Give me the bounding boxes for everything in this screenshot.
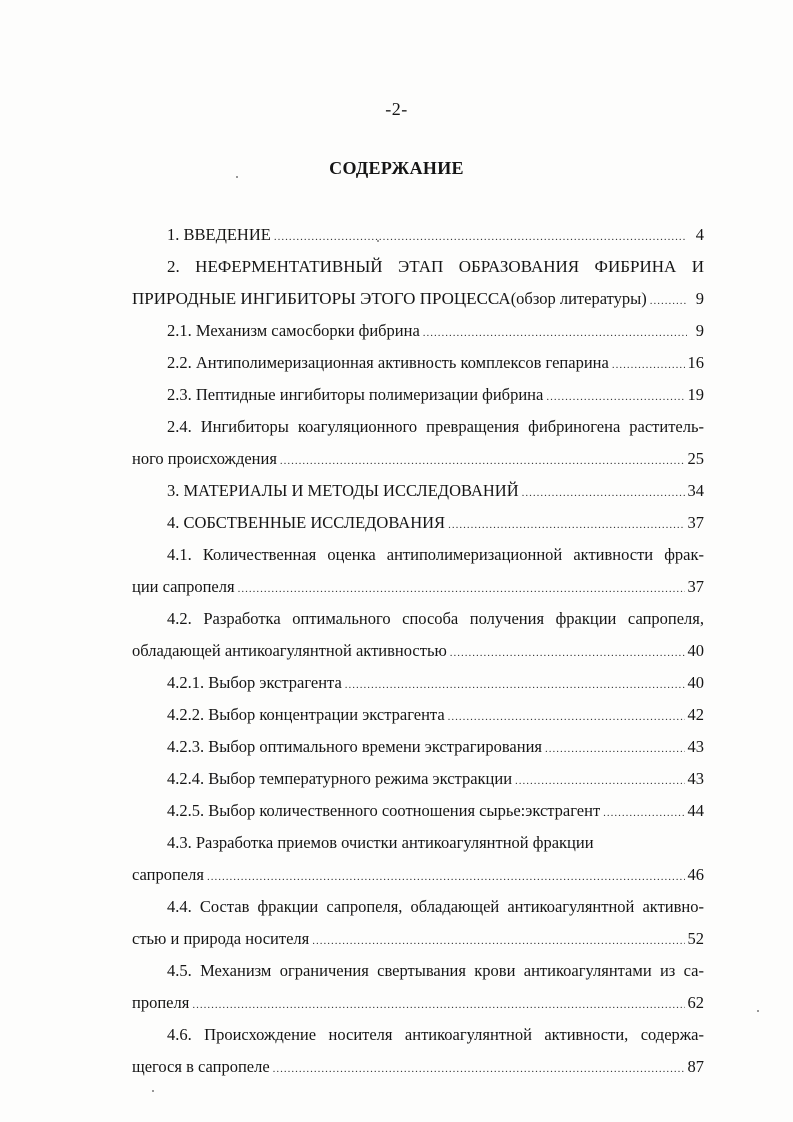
toc-entry-label: 2.3. Пептидные ингибиторы полимеризации фибрина xyxy=(167,385,544,404)
toc-entry-label-line1: 4.5. Механизм ограничения свертывания крови антикоагулянтами из са- xyxy=(167,961,704,980)
toc-entry-label-line2: ции сапропеля xyxy=(132,577,235,596)
toc-entry-page: 25 xyxy=(687,449,704,468)
toc-entry-label-line2: ПРИРОДНЫЕ ИНГИБИТОРЫ ЭТОГО ПРОЦЕССА xyxy=(132,289,511,308)
toc-entry-literature-review-cont[interactable] xyxy=(132,286,704,318)
toc-entry-4-2-5[interactable] xyxy=(132,798,704,830)
toc-entry-page: 52 xyxy=(687,929,704,948)
dot-leader xyxy=(423,320,687,346)
toc-entry-label: 4.2.5. Выбор количественного соотношения сырье:экстрагент xyxy=(167,801,601,820)
table-of-contents xyxy=(132,222,704,1086)
toc-entry-page: 4 xyxy=(695,225,704,244)
toc-entry-label: 4.2.2. Выбор концентрации экстрагента xyxy=(167,705,445,724)
dot-leader xyxy=(345,672,685,698)
toc-entry-4-3[interactable] xyxy=(132,830,704,862)
toc-entry-4-2-4[interactable] xyxy=(132,766,704,798)
toc-entry-page: 40 xyxy=(687,673,704,692)
toc-entry-4-1-cont[interactable] xyxy=(132,574,704,606)
dot-leader xyxy=(448,512,684,538)
toc-entry-label: 4. СОБСТВЕННЫЕ ИССЛЕДОВАНИЯ xyxy=(167,513,446,532)
dot-leader xyxy=(274,224,687,250)
dot-leader xyxy=(545,736,684,762)
dot-leader xyxy=(603,800,684,826)
toc-entry-4-6-cont[interactable] xyxy=(132,1054,704,1086)
toc-entry-page: 46 xyxy=(687,865,704,884)
toc-entry-own-research[interactable] xyxy=(132,510,704,542)
toc-entry-page: 43 xyxy=(687,769,704,788)
toc-entry-introduction[interactable] xyxy=(132,222,704,254)
toc-entry-label: 4.2.4. Выбор температурного режима экстракции xyxy=(167,769,513,788)
toc-entry-label-line2: сапропеля xyxy=(132,865,204,884)
dot-leader xyxy=(273,1056,685,1082)
toc-entry-label: 2.1. Механизм самосборки фибрина xyxy=(167,321,420,340)
toc-entry-page: 37 xyxy=(687,577,704,596)
dot-leader xyxy=(612,352,685,378)
toc-entry-page: 37 xyxy=(687,513,704,532)
scan-speck xyxy=(152,1090,154,1092)
page-number: -2- xyxy=(385,99,408,119)
toc-entry-label-line1: 4.2. Разработка оптимального способа получения фракции сапропеля, xyxy=(167,609,704,628)
dot-leader xyxy=(515,768,684,794)
dot-leader xyxy=(450,640,685,666)
toc-entry-4-2[interactable] xyxy=(132,606,704,638)
toc-entry-4-2-1[interactable] xyxy=(132,670,704,702)
toc-entry-2-4-cont[interactable] xyxy=(132,446,704,478)
toc-entry-4-4-cont[interactable] xyxy=(132,926,704,958)
toc-entry-label: 4.2.1. Выбор экстрагента xyxy=(167,673,342,692)
toc-entry-page: 34 xyxy=(687,481,704,500)
toc-entry-label-line2: пропеля xyxy=(132,993,190,1012)
toc-entry-materials-methods[interactable] xyxy=(132,478,704,510)
toc-entry-label: 2.2. Антиполимеризационная активность комплексов гепарина xyxy=(167,353,609,372)
toc-entry-4-2-3[interactable] xyxy=(132,734,704,766)
dot-leader xyxy=(650,288,687,314)
toc-entry-4-1[interactable] xyxy=(132,542,704,574)
dot-leader xyxy=(207,864,685,890)
toc-entry-2-3[interactable] xyxy=(132,382,704,414)
toc-entry-page: 16 xyxy=(687,353,704,372)
toc-entry-page: 9 xyxy=(695,321,704,340)
toc-entry-page: 43 xyxy=(687,737,704,756)
toc-entry-page: 42 xyxy=(687,705,704,724)
toc-entry-4-5-cont[interactable] xyxy=(132,990,704,1022)
toc-entry-2-2[interactable] xyxy=(132,350,704,382)
toc-entry-label: 1. ВВЕДЕНИЕ xyxy=(167,225,271,244)
toc-entry-label-line2: обладающей антикоагулянтной активностью xyxy=(132,641,447,660)
dot-leader xyxy=(546,384,684,410)
toc-entry-4-6[interactable] xyxy=(132,1022,704,1054)
dot-leader xyxy=(312,928,684,954)
toc-entry-page: 40 xyxy=(687,641,704,660)
scan-speck xyxy=(377,240,379,242)
toc-entry-label-line1: 4.4. Состав фракции сапропеля, обладающей антикоагулянтной активно- xyxy=(167,897,704,916)
toc-entry-page: 87 xyxy=(687,1057,704,1076)
dot-leader xyxy=(238,576,685,602)
toc-entry-label-line1: 2. НЕФЕРМЕНТАТИВНЫЙ ЭТАП ОБРАЗОВАНИЯ ФИБРИНА И xyxy=(167,257,704,276)
toc-entry-label-line1: 4.6. Происхождение носителя антикоагулянтной активности, содержа- xyxy=(167,1025,704,1044)
toc-entry-4-4[interactable] xyxy=(132,894,704,926)
toc-entry-label-line2: щегося в сапропеле xyxy=(132,1057,270,1076)
toc-entry-label: 3. МАТЕРИАЛЫ И МЕТОДЫ ИССЛЕДОВАНИЙ xyxy=(167,481,519,500)
toc-entry-2-4[interactable] xyxy=(132,414,704,446)
toc-entry-page: 9 xyxy=(695,289,704,308)
page-title: СОДЕРЖАНИЕ xyxy=(329,158,464,178)
toc-entry-label-line1: 2.4. Ингибиторы коагуляционного превращения фибриногена раститель- xyxy=(167,417,704,436)
dot-leader xyxy=(192,992,684,1018)
toc-entry-label-line1: 4.3. Разработка приемов очистки антикоагулянтной фракции xyxy=(167,833,594,852)
dot-leader xyxy=(448,704,685,730)
toc-entry-4-2-2[interactable] xyxy=(132,702,704,734)
dot-leader xyxy=(280,448,685,474)
scan-speck xyxy=(236,176,238,178)
toc-entry-literature-review[interactable] xyxy=(132,254,704,286)
toc-entry-label-line2-sub: (обзор литературы) xyxy=(510,289,647,308)
toc-entry-page: 19 xyxy=(687,385,704,404)
toc-entry-page: 62 xyxy=(687,993,704,1012)
toc-entry-label-line2: стью и природа носителя xyxy=(132,929,310,948)
toc-entry-4-3-cont[interactable] xyxy=(132,862,704,894)
toc-entry-2-1[interactable] xyxy=(132,318,704,350)
toc-entry-label: 4.2.3. Выбор оптимального времени экстрагирования xyxy=(167,737,543,756)
toc-entry-page: 44 xyxy=(687,801,704,820)
toc-entry-label-line1: 4.1. Количественная оценка антиполимеризационной активности фрак- xyxy=(167,545,704,564)
toc-entry-4-5[interactable] xyxy=(132,958,704,990)
dot-leader xyxy=(522,480,685,506)
toc-entry-4-2-cont[interactable] xyxy=(132,638,704,670)
scan-speck xyxy=(757,1010,759,1012)
toc-entry-label-line2: ного происхождения xyxy=(132,449,277,468)
